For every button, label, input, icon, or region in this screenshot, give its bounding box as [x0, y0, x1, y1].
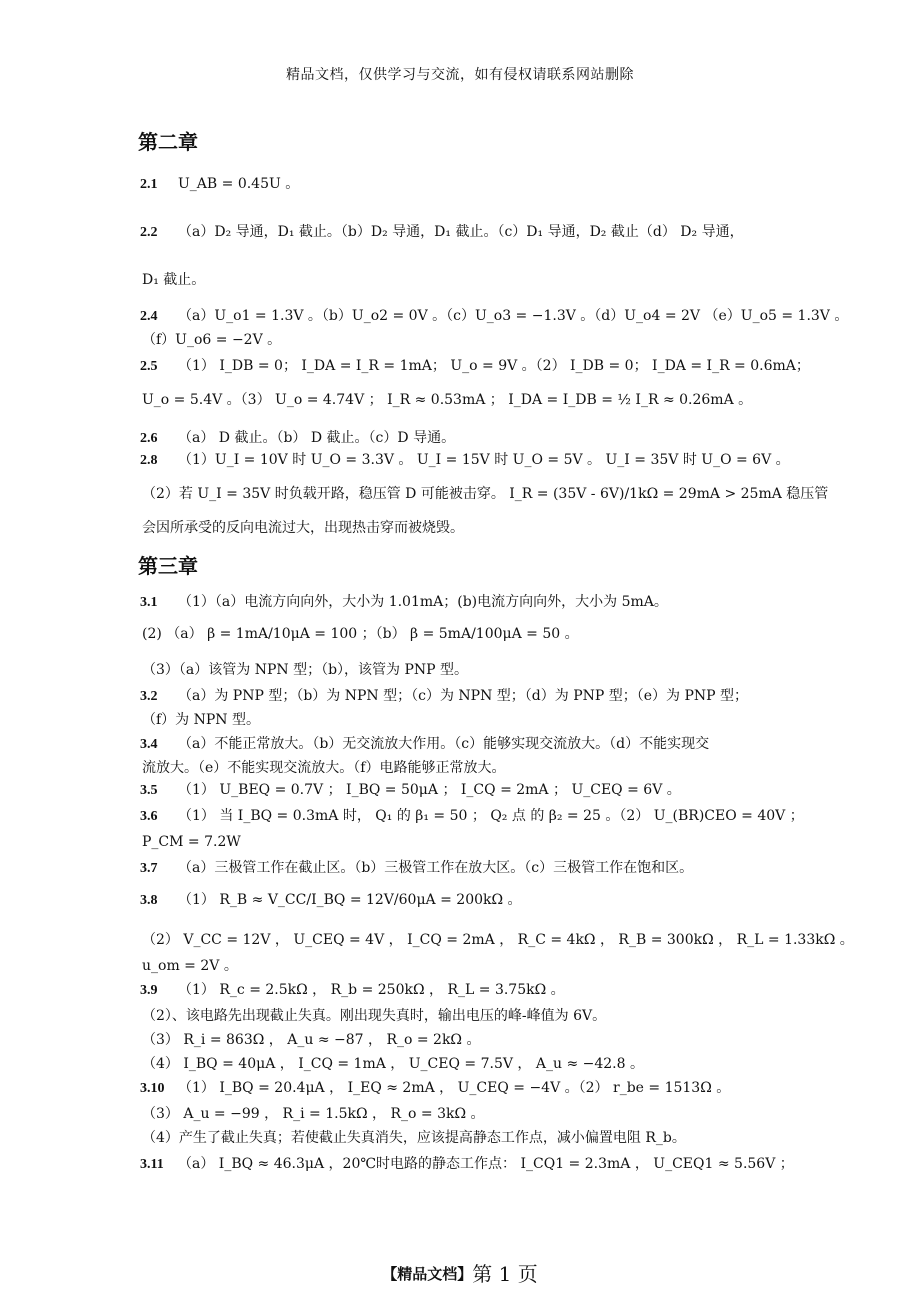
answer-line: [142, 1128, 792, 1148]
problem-number: 2.6: [140, 431, 158, 446]
answer-text: D₁ 截止。: [142, 272, 206, 288]
page-header: 精品文档，仅供学习与交流，如有侵权请联系网站删除: [286, 67, 634, 83]
problem-number: 3.2: [140, 689, 158, 704]
problem-number: 3.8: [140, 893, 158, 908]
answer-text: （f）为 NPN 型。: [142, 712, 261, 728]
answer-text: （3）（a）该管为 NPN 型；（b），该管为 PNP 型。: [142, 662, 469, 678]
answer-line: [142, 270, 792, 290]
answer-text: （a） I_BQ ≈ 46.3μA ，20℃时电路的静态工作点： I_CQ1 = 2.3mA ， U_CEQ1 ≈ 5.56V ；: [178, 1156, 794, 1172]
problem-number: 3.5: [140, 783, 158, 798]
page-number: 第 1 页: [472, 1262, 538, 1286]
problem-number: 2.8: [140, 453, 158, 468]
answer-text: u_om = 2V 。: [142, 958, 238, 974]
answer-text: （4）产生了截止失真；若使截止失真消失，应该提高静态工作点，减小偏置电阻 R_b。: [142, 1130, 686, 1146]
answer-line: [142, 390, 792, 410]
answer-line: [140, 222, 790, 243]
answer-text: （1） R_c = 2.5kΩ ， R_b = 250kΩ ， R_L = 3.75kΩ 。: [178, 982, 565, 998]
answer-text: U_o = 5.4V 。（3） U_o = 4.74V ； I_R ≈ 0.53mA ； I_DA = I_DB = ½ I_R ≈ 0.26mA 。: [142, 392, 753, 408]
answer-line: [142, 660, 792, 680]
answer-line: [140, 306, 849, 327]
answer-line: [140, 858, 790, 879]
answer-text: U_AB = 0.45U 。: [178, 176, 300, 192]
answer-line: [142, 624, 792, 644]
problem-number: 3.4: [140, 737, 158, 752]
answer-text: （1） I_DB = 0； I_DA = I_R = 1mA； U_o = 9V 。（2） I_DB = 0； I_DA = I_R = 0.6mA；: [178, 358, 810, 374]
problem-number: 3.6: [140, 809, 158, 824]
answer-line: [142, 710, 792, 730]
answer-text: （a）不能正常放大。（b）无交流放大作用。（c）能够实现交流放大。（d）不能实现交: [178, 736, 710, 752]
answer-line: [140, 1078, 790, 1099]
problem-number: 3.11: [140, 1157, 164, 1172]
answer-line: [142, 1030, 792, 1050]
chapter-title: 第三章: [138, 554, 198, 578]
answer-line: [140, 780, 790, 801]
answer-text: 会因所承受的反向电流过大，出现热击穿而被烧毁。: [142, 520, 464, 536]
answer-line: [142, 484, 829, 504]
answer-text: （1）U_I = 10V 时 U_O = 3.3V 。 U_I = 15V 时 U_O = 5V 。 U_I = 35V 时 U_O = 6V 。: [178, 452, 790, 468]
answer-text: （f）U_o6 = −2V 。: [142, 332, 282, 348]
problem-number: 2.2: [140, 225, 158, 240]
answer-line: [140, 686, 790, 707]
answer-line: [140, 592, 790, 613]
answer-line: [140, 174, 790, 195]
answer-line: [142, 832, 792, 852]
footer-label: 【精品文档】: [382, 1265, 473, 1283]
problem-number: 2.5: [140, 359, 158, 374]
chapter-title: 第二章: [138, 130, 198, 154]
problem-number: 2.1: [140, 177, 158, 192]
answer-text: （a）D₂ 导通，D₁ 截止。（b）D₂ 导通，D₁ 截止。（c）D₁ 导通，D₂ 截止（d） D₂ 导通，: [178, 224, 744, 240]
answer-line: [140, 428, 790, 449]
answer-text: （1） 当 I_BQ = 0.3mA 时， Q₁ 的 β₁ = 50 ； Q₂ 点 的 β₂ = 25 。（2） U_(BR)CEO = 40V ；: [178, 808, 804, 824]
answer-line: [140, 356, 810, 377]
answer-text: （1）（a）电流方向向外，大小为 1.01mA；(b)电流方向向外，大小为 5mA。: [178, 594, 668, 610]
answer-line: [142, 518, 792, 538]
answer-text: （4） I_BQ = 40μA ， I_CQ = 1mA ， U_CEQ = 7.5V ， A_u ≈ −42.8 。: [142, 1056, 644, 1072]
answer-text: （1） U_BEQ = 0.7V ； I_BQ = 50μA ； I_CQ = 2mA ； U_CEQ = 6V 。: [178, 782, 681, 798]
answer-text: （a）三极管工作在截止区。（b）三极管工作在放大区。（c）三极管工作在饱和区。: [178, 860, 694, 876]
page-footer: [0, 1258, 920, 1287]
answer-text: （a） D 截止。（b） D 截止。（c）D 导通。: [178, 430, 456, 446]
answer-line: [142, 1104, 792, 1124]
answer-text: （1） I_BQ = 20.4μA ， I_EQ ≈ 2mA ， U_CEQ = −4V 。（2） r_be = 1513Ω 。: [178, 1080, 731, 1096]
problem-number: 3.9: [140, 983, 158, 998]
answer-line: [142, 330, 792, 350]
answer-line: [142, 1006, 792, 1026]
answer-line: [140, 980, 790, 1001]
answer-text: （3） A_u = −99 ， R_i = 1.5kΩ ， R_o = 3kΩ 。: [142, 1106, 485, 1122]
answer-text: （2）若 U_I = 35V 时负载开路，稳压管 D 可能被击穿。 I_R = (35V - 6V)/1kΩ = 29mA > 25mA 稳压管: [142, 486, 829, 502]
answer-text: （a）为 PNP 型；（b）为 NPN 型；（c）为 NPN 型；（d）为 PNP 型；（e）为 PNP 型；: [178, 688, 749, 704]
problem-number: 3.10: [140, 1081, 165, 1096]
answer-text: P_CM = 7.2W: [142, 834, 241, 850]
answer-text: （2）、该电路先出现截止失真。刚出现失真时，输出电压的峰-峰值为 6V。: [142, 1008, 607, 1024]
answer-line: [142, 758, 792, 778]
problem-number: 3.1: [140, 595, 158, 610]
answer-line: [140, 890, 790, 911]
answer-line: [140, 734, 790, 755]
answer-text: (2) （a） β = 1mA/10μA = 100 ；（b） β = 5mA/100μA = 50 。: [142, 626, 579, 642]
answer-text: （3） R_i = 863Ω ， A_u ≈ −87 ， R_o = 2kΩ 。: [142, 1032, 481, 1048]
answer-text: （1） R_B ≈ V_CC/I_BQ = 12V/60μA = 200kΩ 。: [178, 892, 522, 908]
answer-line: [142, 1054, 792, 1074]
answer-line: [140, 450, 790, 471]
answer-line: [142, 930, 854, 950]
answer-text: （2） V_CC = 12V ， U_CEQ = 4V ， I_CQ = 2mA ， R_C = 4kΩ ， R_B = 300kΩ ， R_L = 1.33kΩ 。: [142, 932, 854, 948]
answer-line: [142, 956, 792, 976]
answer-text: 流放大。（e）不能实现交流放大。（f）电路能够正常放大。: [142, 760, 506, 776]
answer-text: （a）U_o1 = 1.3V 。（b）U_o2 = 0V 。（c）U_o3 = −1.3V 。（d）U_o4 = 2V （e）U_o5 = 1.3V 。: [178, 308, 849, 324]
answer-line: [140, 1154, 794, 1175]
answer-line: [140, 806, 804, 827]
problem-number: 3.7: [140, 861, 158, 876]
problem-number: 2.4: [140, 309, 158, 324]
